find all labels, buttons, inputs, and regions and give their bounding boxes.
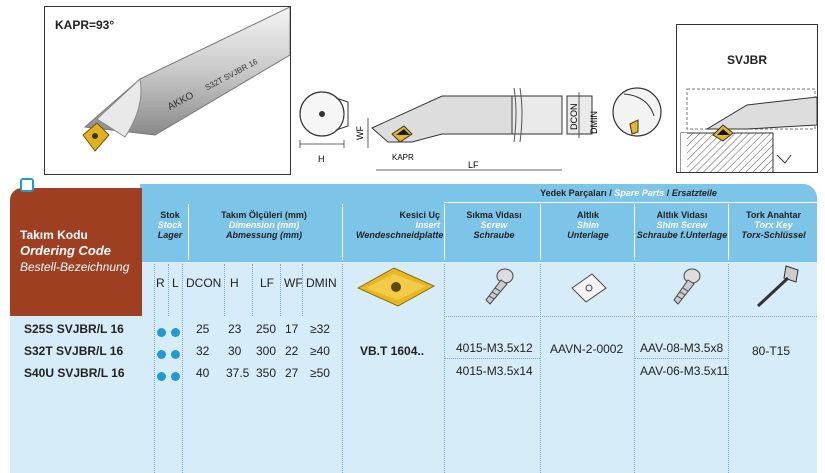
corner-marker [20,178,34,192]
cell-dmin: ≥50 [310,366,330,380]
cell-wf: 27 [285,366,299,380]
insert-icon [354,262,438,312]
stock-dot-l [171,324,180,342]
cell-wf: 22 [285,344,299,358]
dimensions-heading: Takım Ölçüleri (mm) Dimension (mm) Abmessung (mm) [221,210,307,240]
svjbr-cutting-diagram [677,85,817,172]
col-lf: LF [260,276,275,290]
dim-label-h: H [318,154,325,164]
technical-drawing [292,82,672,182]
code-engraving: S32T SVJBR 16 [203,57,260,93]
stock-heading: Stok Stock Lager [157,210,183,240]
row-code: S25S SVJBR/L 16 [24,322,124,336]
col-dcon: DCON [186,276,222,290]
dim-label-wf: WF [355,126,365,140]
col-dmin: DMIN [306,276,337,290]
screw-icon [476,266,516,310]
cell-lf: 350 [256,366,277,380]
cell-dcon: 25 [196,322,210,336]
svjbr-detail [676,24,818,173]
spare-parts-heading: Yedek Parçaları / Spare Parts / Ersatzteile [540,188,717,198]
cell-dcon: 40 [196,366,210,380]
row-code: S40U SVJBR/L 16 [24,366,125,380]
cell-shim-screw-1: AAV-08-M3.5x8 [640,341,724,355]
cell-lf: 300 [256,344,277,358]
row-code: S32T SVJBR/L 16 [24,344,124,358]
col-wf: WF [284,276,303,290]
cell-dcon: 32 [196,344,210,358]
col-l: L [172,276,179,290]
cell-lf: 250 [256,322,277,336]
dim-label-dcon: DCON [569,103,579,130]
dim-label-dmin: DMIN [589,111,599,134]
stock-dot-r [157,346,166,364]
stock-dot-l [171,346,180,364]
cell-shim: AAVN-2-0002 [550,342,624,356]
ordering-code-header: Takım Kodu Ordering Code Bestell-Bezeichnung [10,188,142,316]
col-h: H [230,276,239,290]
product-table [10,184,817,473]
stock-dot-r [157,324,166,342]
cell-screw-1: 4015-M3.5x12 [456,341,533,355]
dim-label-lf: LF [468,160,479,170]
insert-heading: Kesici Uç Insert Wendeschneidplatte [356,210,444,240]
svjbr-title: SVJBR [726,53,767,67]
torx-key-icon [752,262,802,312]
cell-dmin: ≥32 [310,322,330,336]
cell-h: 30 [228,344,242,358]
cell-dmin: ≥40 [310,344,330,358]
cell-insert: VB.T 1604.. [360,344,425,358]
shim-screw-icon [664,266,704,310]
boring-bar-photo [45,7,290,174]
screw-heading: Sıkma Vidası Screw Schraube [466,210,522,240]
dim-label-kapr: KAPR [392,153,414,162]
brand-engraving: AKKO [166,90,196,113]
kapr-angle-label: KAPR=93° [55,18,115,32]
stock-dot-l [171,368,180,386]
col-r: R [156,276,165,290]
cell-shim-screw-2: AAV-06-M3.5x11 [640,364,729,378]
product-photo [44,6,291,175]
torx-heading: Tork Anahtar Torx Key Torx-Schlüssel [741,210,806,240]
cell-torx: 80-T15 [752,344,791,358]
shim-icon [570,270,610,306]
stock-dot-r [157,368,166,386]
cell-wf: 17 [285,322,299,336]
cell-screw-2: 4015-M3.5x14 [456,364,533,378]
shim-heading: Altlık Shim Unterlage [567,210,609,240]
cell-h: 23 [228,322,242,336]
shim-screw-heading: Altlık Vidası Shim Screw Schraube f.Unterlage [636,210,728,240]
cell-h: 37.5 [226,366,250,380]
